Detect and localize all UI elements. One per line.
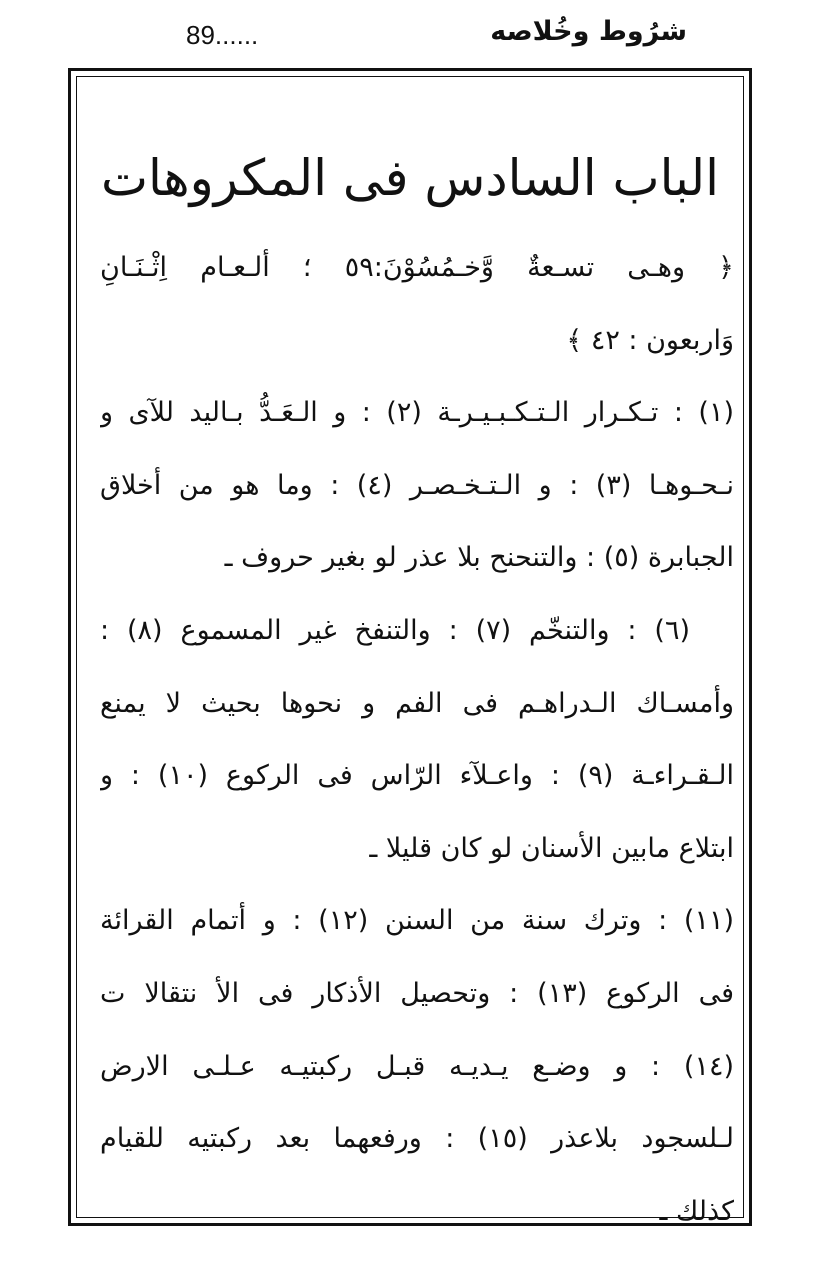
text-line: نـحـوهـا (٣) : و الـتـخـصـر (٤) : وما هو من أخلاق bbox=[100, 469, 734, 501]
text-line: (١١) : وترك سنة من السنن (١٢) : و أتمام القرائة bbox=[100, 905, 734, 937]
text-line: فى الركوع (١٣) : وتحصيل الأذكار فى الأ نتقالا ت bbox=[100, 977, 734, 1009]
text-line: الـقـراءـة (٩) : واعـلآء الرّاس فى الركوع (١٠) : و bbox=[100, 760, 734, 792]
chapter-title: الباب السادس فى المكروهات bbox=[100, 149, 720, 207]
text-line: لـلسجود بلاعذر (١٥) : ورفعهما بعد ركبتيه للقيام bbox=[100, 1123, 734, 1155]
text-line: كذلك ـ bbox=[659, 1195, 734, 1227]
running-head bbox=[0, 14, 825, 58]
text-line: وأمسـاك الـدراهـم فى الفم و نحوها بحيث لا يمنع bbox=[100, 687, 734, 719]
text-line: وَاربعون : ٤٢ ﴾ bbox=[566, 324, 734, 356]
text-line: (١٤) : و وضـع يـديـه قبـل ركبتيـه عـلـى الارض bbox=[100, 1050, 734, 1082]
text-line: ﴿ وهـى تسـعةٌ وَّخـمُسُوْنَ:٥٩ ؛ ألـعـام اِثْـنَـانِ bbox=[100, 252, 734, 283]
page-number: 89...... bbox=[186, 20, 259, 50]
book-title: شرُوط وخُلاصه bbox=[490, 16, 687, 47]
chapter-body bbox=[100, 232, 734, 1248]
text-line: الجبابرة (٥) : والتنحنح بلا عذر لو بغير حروف ـ bbox=[224, 542, 734, 574]
text-line: ابتلاع مابين الأسنان لو كان قليلا ـ bbox=[369, 832, 734, 864]
text-line: (١) : تـكـرار الـتـكـبـيـرـة (٢) : و الـعَـدُّ بـاليد للآى و bbox=[100, 397, 734, 429]
text-line: (٦) : والتنخّم (٧) : والتنفخ غير المسموع (٨) : bbox=[100, 614, 691, 646]
